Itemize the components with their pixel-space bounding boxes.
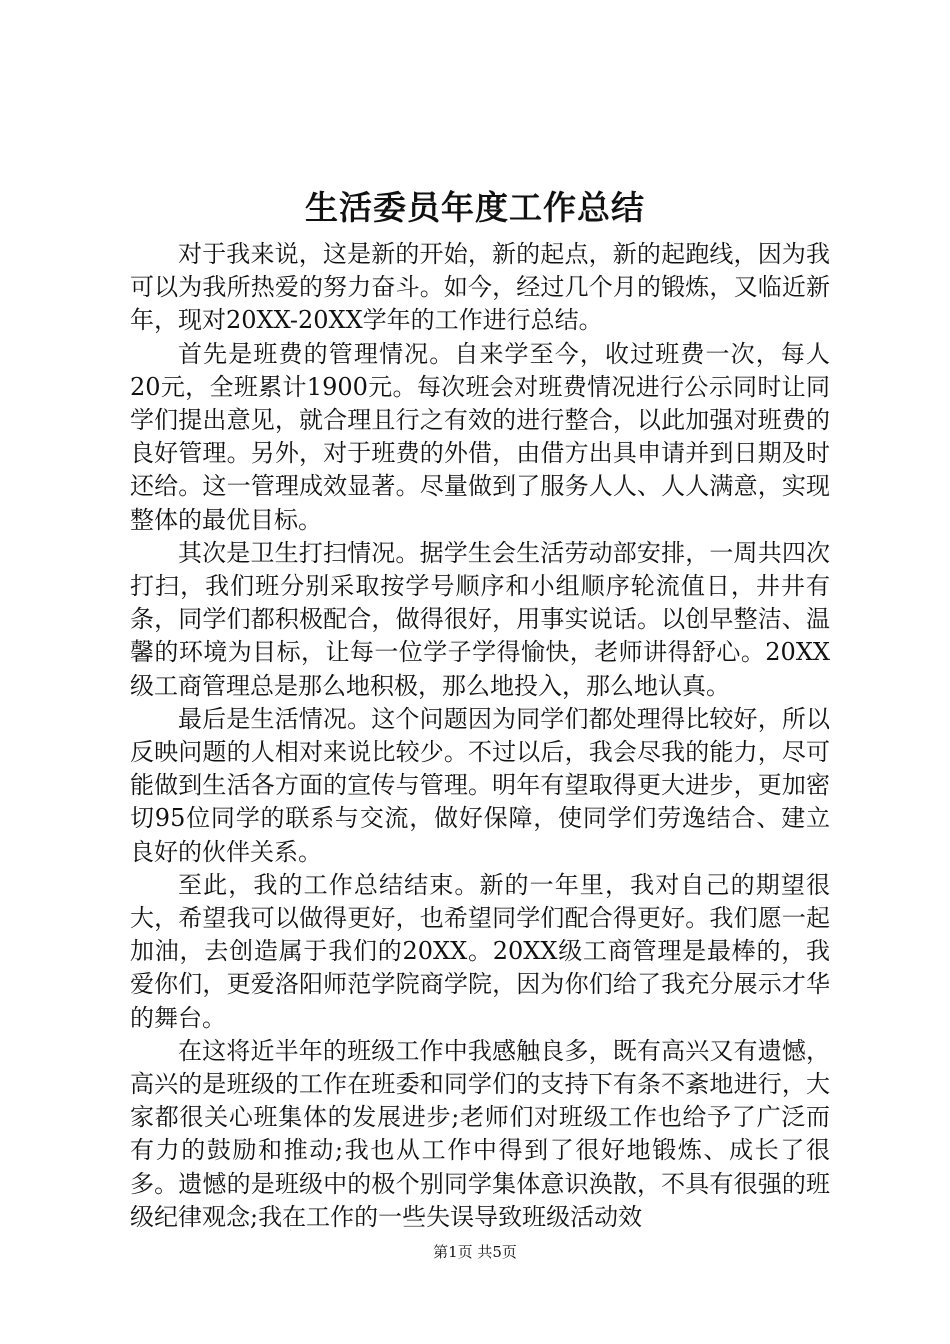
paragraph-class-fee: 首先是班费的管理情况。自来学至今，收过班费一次，每人20元，全班累计1900元。每次班会对班费情况进行公示同时让同学们提出意见，就合理且行之有效的进行整合，以此加强对班费的良好管理。另外，对于班费的外借，由借方出具申请并到日期及时还给。这一管理成效显著。尽量做到了服务人人、人人满意，实现整体的最优目标。 bbox=[130, 339, 830, 534]
paragraph-intro: 对于我来说，这是新的开始，新的起点，新的起跑线，因为我可以为我所热爱的努力奋斗。如今，经过几个月的锻炼，又临近新年，现对20XX-20XX学年的工作进行总结。 bbox=[130, 240, 830, 335]
paragraph-reflection: 在这将近半年的班级工作中我感触良多，既有高兴又有遗憾，高兴的是班级的工作在班委和同学们的支持下有条不紊地进行，大家都很关心班集体的发展进步;老师们对班级工作也给予了广泛而有力的鼓励和推动;我也从工作中得到了很好地锻炼、成长了很多。遗憾的是班级中的极个别同学集体意识涣散，不具有很强的班级纪律观念;我在工作的一些失误导致班级活动效 bbox=[130, 1036, 830, 1231]
page-footer: 第1页 共5页 bbox=[433, 1243, 517, 1261]
paragraph-conclusion: 至此，我的工作总结结束。新的一年里，我对自己的期望很大，希望我可以做得更好，也希望同学们配合得更好。我们愿一起加油，去创造属于我们的20XX。20XX级工商管理是最棒的，我爱你们，更爱洛阳师范学院商学院，因为你们给了我充分展示才华的舞台。 bbox=[130, 870, 830, 1032]
paragraph-cleaning: 其次是卫生打扫情况。据学生会生活劳动部安排，一周共四次打扫，我们班分别采取按学号顺序和小组顺序轮流值日，井井有条，同学们都积极配合，做得很好，用事实说话。以创早整洁、温馨的环境为目标，让每一位学子学得愉快，老师讲得舒心。20XX级工商管理总是那么地积极，那么地投入，那么地认真。 bbox=[130, 538, 830, 700]
paragraph-life: 最后是生活情况。这个问题因为同学们都处理得比较好，所以反映问题的人相对来说比较少。不过以后，我会尽我的能力，尽可能做到生活各方面的宣传与管理。明年有望取得更大进步，更加密切95位同学的联系与交流，做好保障，使同学们劳逸结合、建立良好的伙伴关系。 bbox=[130, 704, 830, 866]
document-body bbox=[130, 238, 830, 1234]
document-title: 生活委员年度工作总结 bbox=[305, 188, 645, 227]
